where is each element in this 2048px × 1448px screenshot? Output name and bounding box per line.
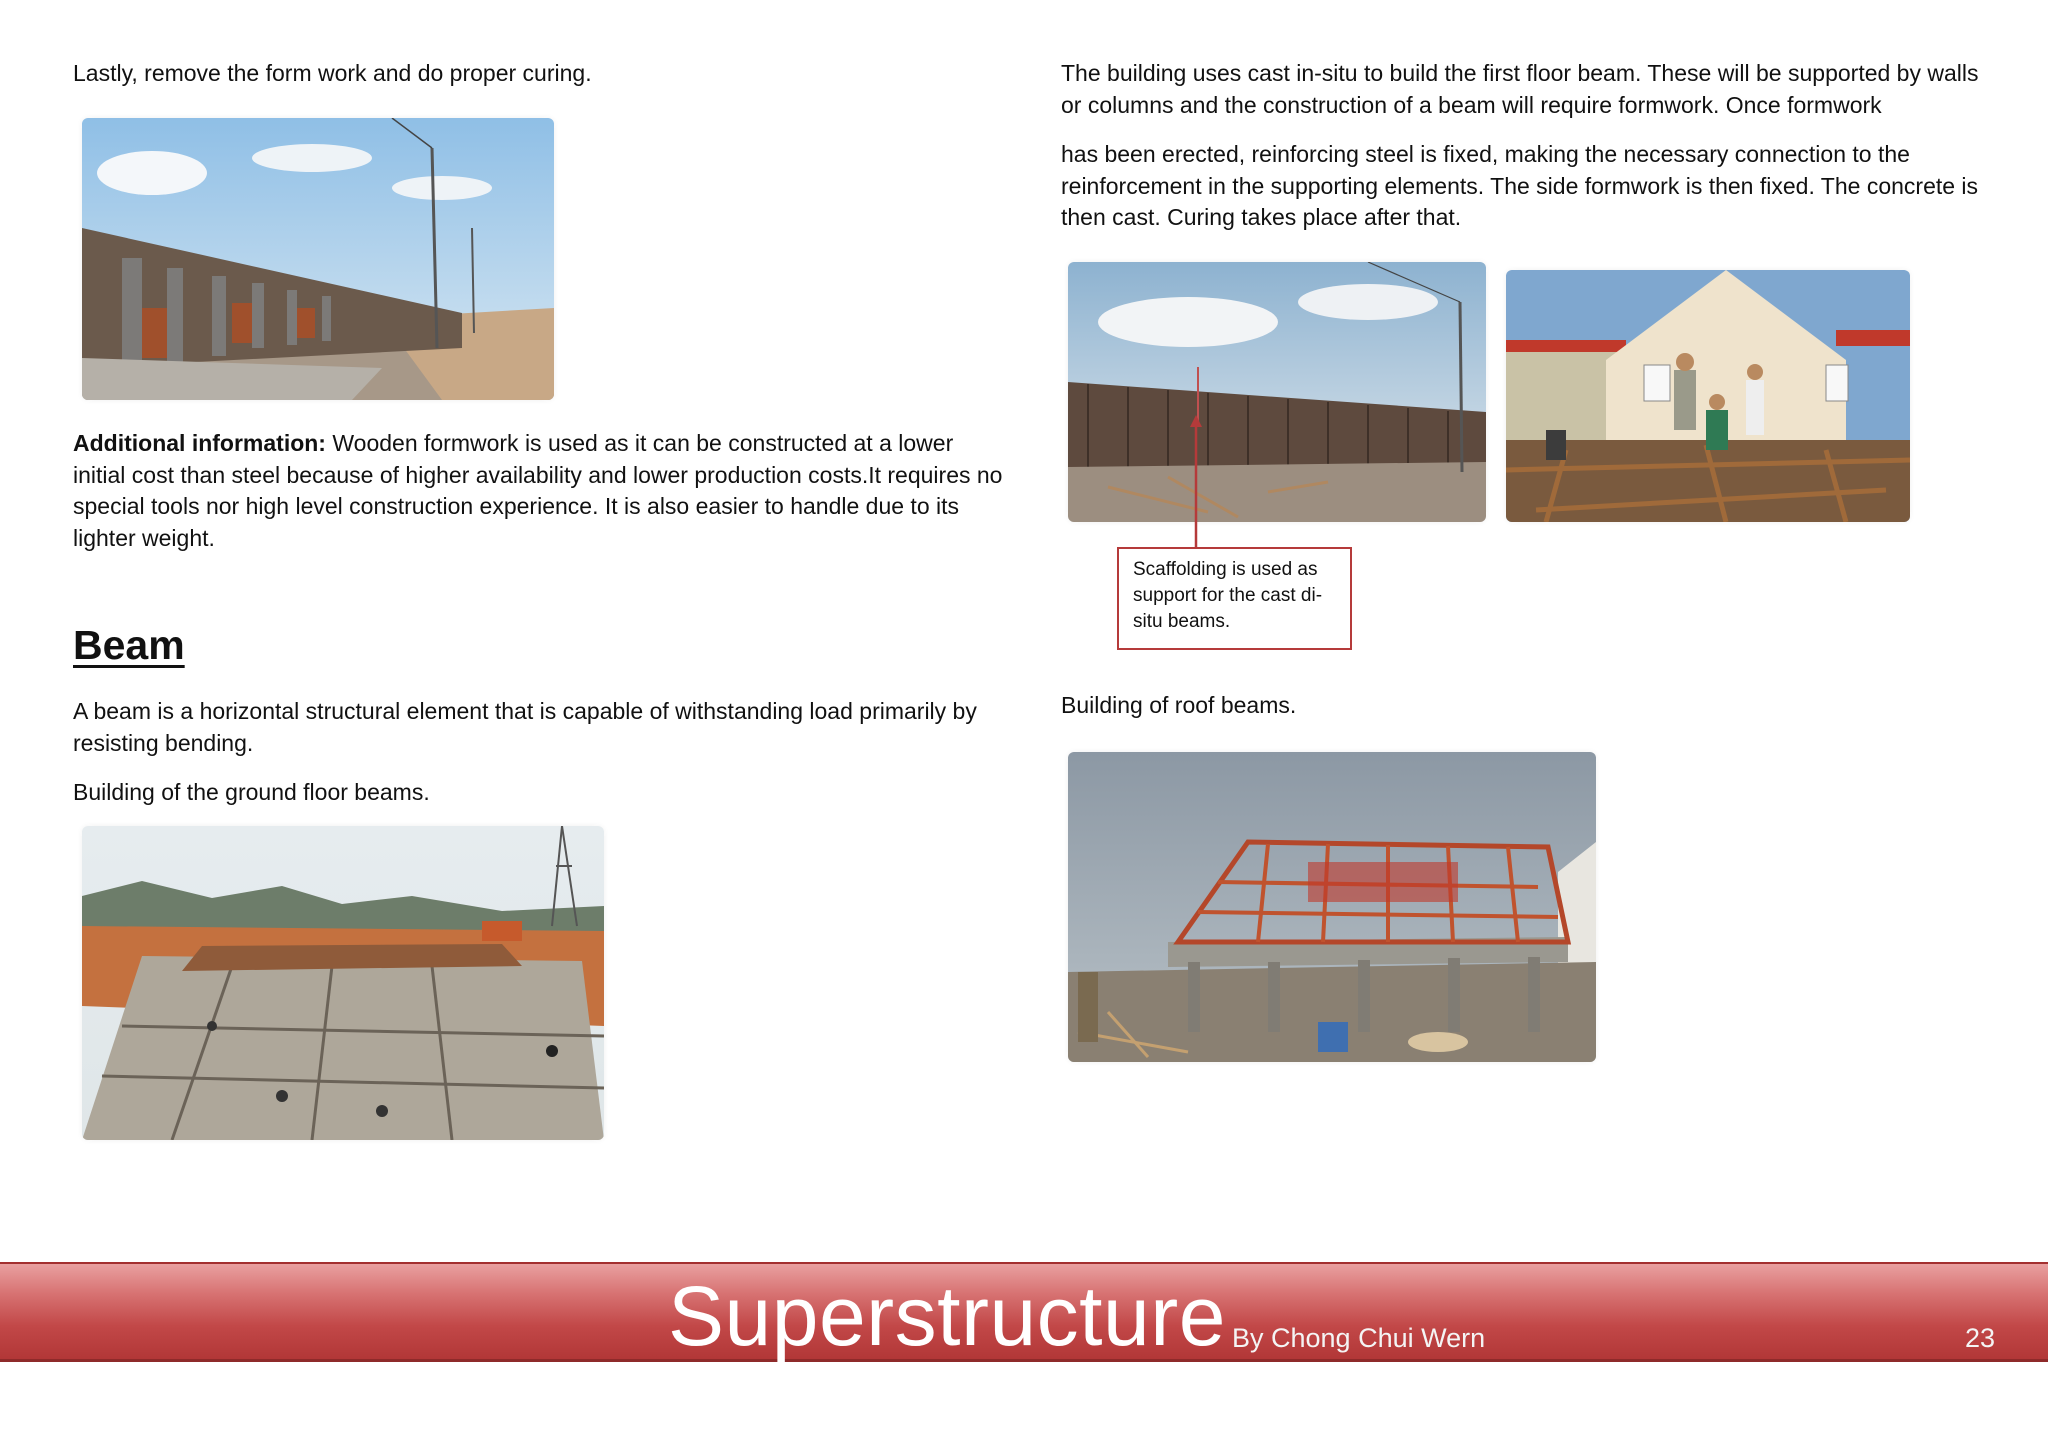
page-number: 23 [1965,1323,1996,1353]
cast-in-situ-paragraph-1: The building uses cast in-situ to build the first floor beam. These will be supported by walls or columns and the construction of a beam will require formwork. Once formwork [1061,60,1979,118]
footer-title: Superstructure [668,1269,1226,1363]
additional-information-label: Additional information: [73,430,326,456]
additional-information [73,428,1008,554]
beam-heading: Beam [73,622,185,668]
scaffolding-callout: Scaffolding is used as support for the cast di-situ beams. [1117,547,1352,650]
formwork-removed-photo [82,118,554,400]
workers-fixing-steel-photo [1506,270,1910,522]
scaffolding-photo [1068,262,1486,522]
ground-floor-beams-photo [82,826,604,1140]
ground-floor-caption: Building of the ground floor beams. [73,779,430,805]
intro-text: Lastly, remove the form work and do proper curing. [73,60,592,86]
callout-arrow [1190,415,1202,550]
footer-author: By Chong Chui Wern [1232,1323,1486,1353]
beam-definition: A beam is a horizontal structural element that is capable of withstanding load primarily by resisting bending. [73,698,977,756]
roof-beams-caption: Building of roof beams. [1061,692,1297,718]
roof-beams-photo [1068,752,1596,1062]
cast-in-situ-paragraph-2: has been erected, reinforcing steel is fixed, making the necessary connection to the reinforcement in the supporting elements. The side formwork is then fixed. The concrete is then cast. Curing takes place after that. [1061,141,1979,230]
additional-information-text: Wooden formwork is used as it can be constructed at a lower initial cost than steel because of higher availability and lower production costs.It requires no special tools nor high level construction experience. It is also easier to handle due to its lighter weight. [73,430,1003,551]
